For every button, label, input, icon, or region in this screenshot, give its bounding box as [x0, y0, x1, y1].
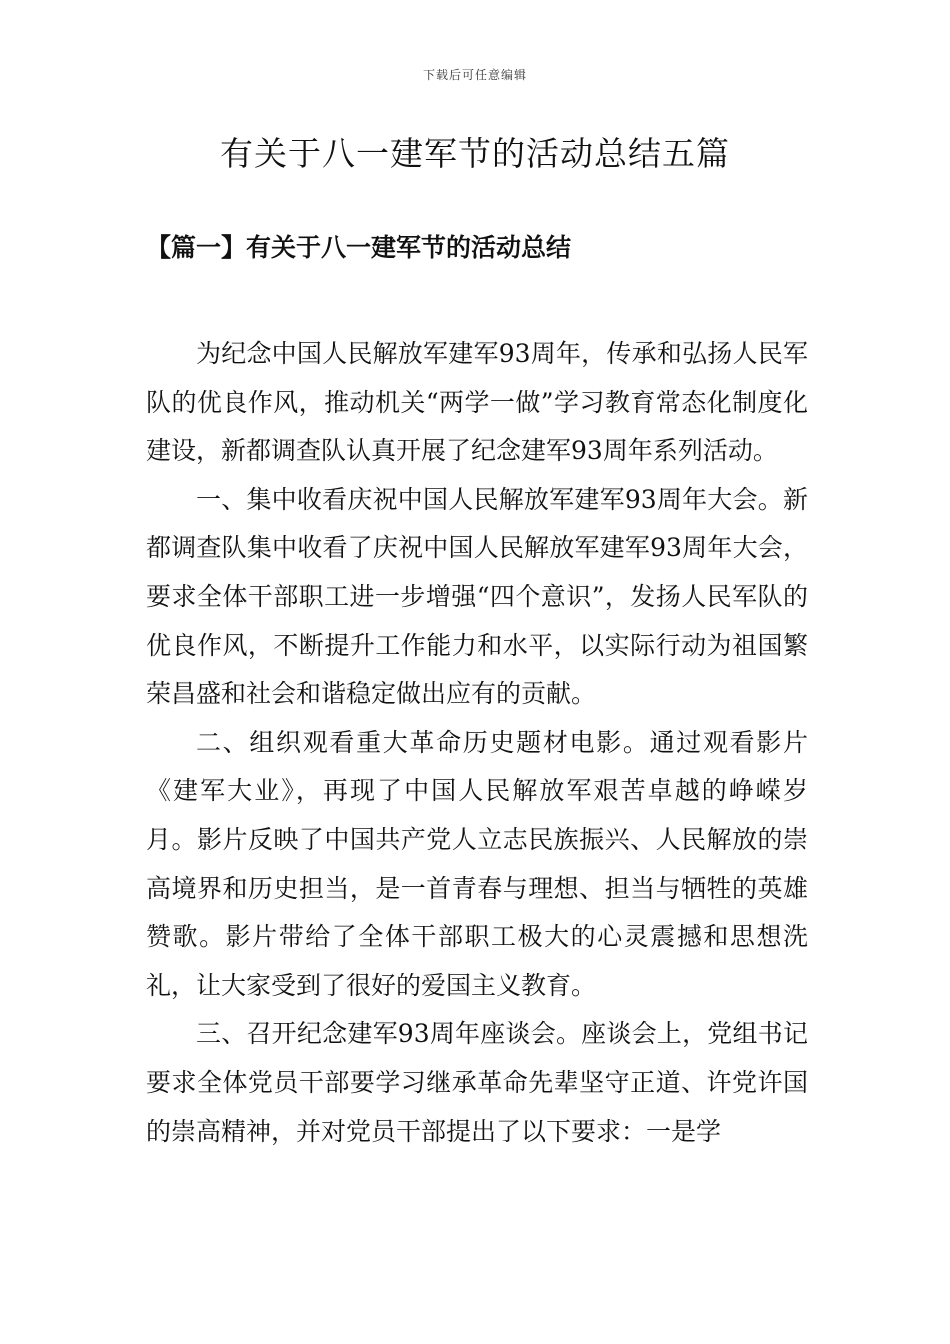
paragraph-item-3: 三、召开纪念建军93周年座谈会。座谈会上，党组书记要求全体党员干部要学习继承革命先辈坚守正道、许党许国的崇高精神，并对党员干部提出了以下要求：一是学 [146, 1019, 808, 1146]
section-heading: 【篇一】有关于八一建军节的活动总结 [146, 233, 572, 262]
paragraph-intro: 为纪念中国人民解放军建军93周年，传承和弘扬人民军队的优良作风，推动机关“两学一做”学习教育常态化制度化建设，新都调查队认真开展了纪念建军93周年系列活动。 [146, 339, 808, 466]
body-text [146, 330, 808, 1156]
paragraph-item-1: 一、集中收看庆祝中国人民解放军建军93周年大会。新都调查队集中收看了庆祝中国人民解放军建军93周年大会，要求全体干部职工进一步增强“四个意识”，发扬人民军队的优良作风，不断提升工作能力和水平，以实际行动为祖国繁荣昌盛和社会和谐稳定做出应有的贡献。 [146, 484, 808, 709]
document-title: 有关于八一建军节的活动总结五篇 [220, 134, 730, 173]
paragraph-item-2: 二、组织观看重大革命历史题材电影。通过观看影片《建军大业》，再现了中国人民解放军艰苦卓越的峥嵘岁月。影片反映了中国共产党人立志民族振兴、人民解放的崇高境界和历史担当，是一首青春与理想、担当与牺牲的英雄赞歌。影片带给了全体干部职工极大的心灵震撼和思想洗礼，让大家受到了很好的爱国主义教育。 [146, 727, 808, 1000]
header-note: 下载后可任意编辑 [422, 68, 527, 82]
